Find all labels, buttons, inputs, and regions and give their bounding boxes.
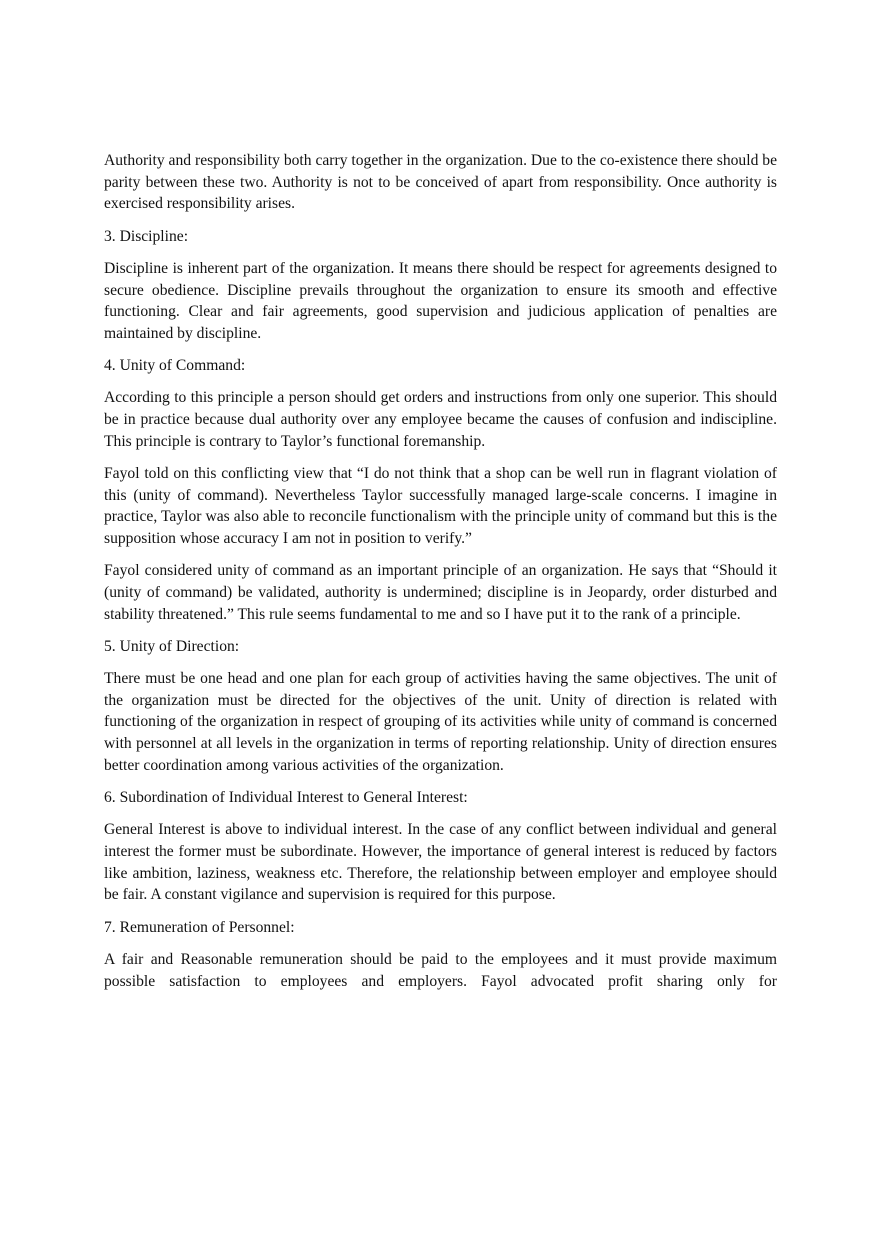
paragraph-unity-of-command: According to this principle a person should get orders and instructions from only one superior. This should be in practice because dual authority over any employee became the causes of confusion and indiscipline. This principle is contrary to Taylor’s functional foremanship. — [104, 389, 777, 450]
paragraph-fayol-principle: Fayol considered unity of command as an important principle of an organization. He says that “Should it (unity of command) be validated, authority is undermined; discipline is in Jeopardy, order disturbed and stability threatened.” This rule seems fundamental to me and so I have put it to the rank of a principle. — [104, 562, 777, 623]
heading-subordination: 6. Subordination of Individual Interest to General Interest: — [104, 789, 468, 807]
heading-remuneration: 7. Remuneration of Personnel: — [104, 918, 295, 936]
heading-unity-of-direction: 5. Unity of Direction: — [104, 637, 240, 655]
paragraph-subordination: General Interest is above to individual interest. In the case of any conflict between individual and general interest the former must be subordinate. However, the importance of general interest is reduced by factors like ambition, laziness, weakness etc. Therefore, the relationship between employer and employee should be fair. A constant vigilance and supervision is required for this purpose. — [104, 821, 777, 904]
paragraph-fayol-conflicting-view: Fayol told on this conflicting view that “I do not think that a shop can be well run in flagrant violation of this (unity of command). Nevertheless Taylor successfully managed large-scale concerns. I imagine in practice, Taylor was also able to reconcile functionalism with the principle unity of command but this is the supposition whose accuracy I am not in position to verify.” — [104, 464, 777, 548]
heading-unity-of-command: 4. Unity of Command: — [104, 357, 246, 375]
paragraph-unity-of-direction: There must be one head and one plan for each group of activities having the same objectives. The unit of the organization must be directed for the objectives of the unit. Unity of direction is related with functioning of the organization in respect of grouping of its activities while unity of command is concerned with personnel at all levels in the organization in terms of reporting relationship. Unity of direction ensures better coordination among various activities of the organization. — [104, 670, 777, 774]
document-page — [104, 150, 777, 1003]
paragraph-authority-responsibility: Authority and responsibility both carry together in the organization. Due to the co-existence there should be parity between these two. Authority is not to be conceived of apart from responsibility. Once authority is exercised responsibility arises. — [104, 152, 777, 213]
heading-discipline: 3. Discipline: — [104, 227, 189, 245]
paragraph-remuneration: A fair and Reasonable remuneration should be paid to the employees and it must provide maximum possible satisfaction to employees and employers. Fayol advocated profit sharing only for — [104, 950, 777, 990]
paragraph-discipline: Discipline is inherent part of the organization. It means there should be respect for agreements designed to secure obedience. Discipline prevails throughout the organization to ensure its smooth and effective functioning. Clear and fair agreements, good supervision and judicious application of penalties are maintained by discipline. — [104, 259, 777, 342]
